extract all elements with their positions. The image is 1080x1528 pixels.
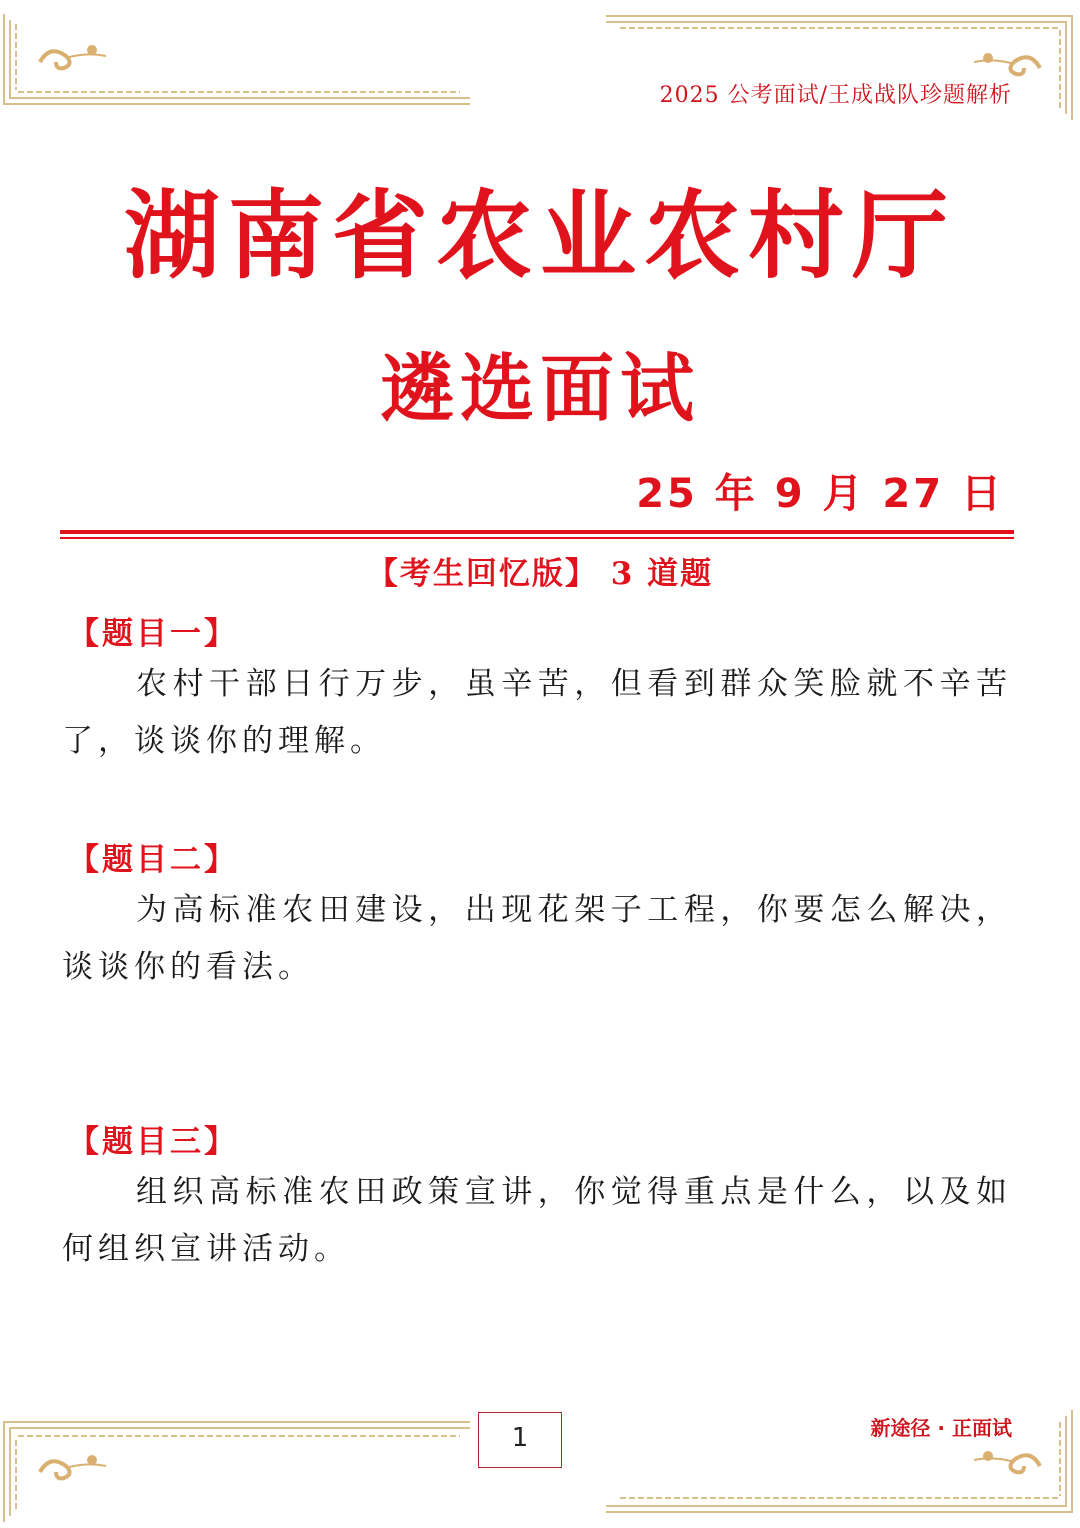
question-1-text: 农村干部日行万步，虽辛苦，但看到群众笑脸就不辛苦了，谈谈你的理解。 (62, 666, 1012, 759)
cloud-swirl-icon (974, 1453, 1040, 1472)
question-2-text: 为高标准农田建设，出现花架子工程，你要怎么解决，谈谈你的看法。 (62, 892, 1012, 985)
header-note: 2025 公考面试/王成战队珍题解析 (659, 83, 1012, 108)
question-3-text: 组织高标准农田政策宣讲，你觉得重点是什么，以及如何组织宣讲活动。 (62, 1174, 1012, 1267)
ornament-top-left (0, 0, 480, 112)
ornament-bottom-left (0, 1410, 480, 1528)
cloud-swirl-icon (974, 55, 1040, 74)
page-number: 1 (478, 1412, 562, 1468)
exam-date: 25 年 9 月 27 日 (636, 471, 1004, 517)
title-divider (60, 530, 1014, 540)
question-3-label: 【题目三】 (68, 1124, 238, 1160)
question-1-label: 【题目一】 (68, 616, 238, 652)
section-subheading: 【考生回忆版】 3 道题 (366, 556, 714, 592)
page-subtitle: 遴选面试 (380, 346, 700, 432)
ornament-top-right (600, 0, 1080, 130)
cloud-swirl-icon (40, 1457, 106, 1478)
page-title: 湖南省农业农村厅 (124, 179, 956, 292)
question-2-label: 【题目二】 (68, 842, 238, 878)
footer-note: 新途径 · 正面试 (870, 1416, 1012, 1440)
cloud-swirl-icon (40, 47, 106, 68)
